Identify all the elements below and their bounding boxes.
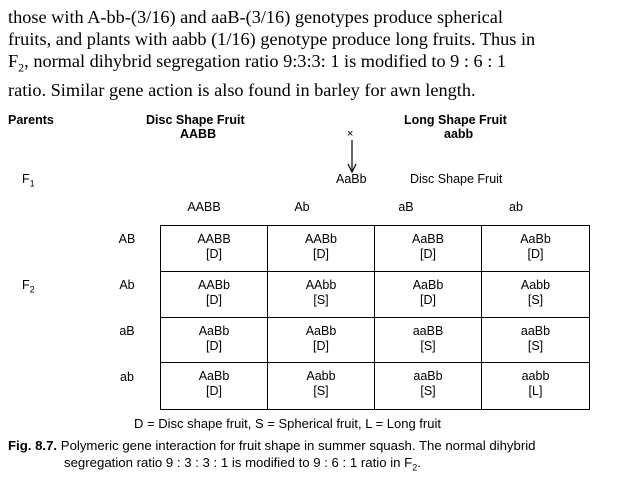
cell-genotype: aaBB — [412, 323, 444, 338]
cell-genotype: AaBb — [198, 323, 230, 338]
f1-subscript: 1 — [29, 178, 35, 189]
column-header: aB — [398, 200, 414, 214]
row-header: Ab — [119, 278, 135, 292]
row-header: ab — [120, 370, 134, 384]
cell-genotype: Aabb — [520, 277, 551, 292]
cell-genotype: aabb — [521, 369, 550, 384]
punnett-cell — [268, 363, 375, 409]
caption-line-1 — [8, 437, 632, 454]
f1-genotype: AaBb — [336, 172, 367, 186]
punnett-cell — [161, 363, 268, 409]
cell-genotype: AABb — [305, 232, 337, 246]
cell-phenotype: [S] — [313, 292, 329, 307]
caption-end: . — [417, 455, 421, 470]
column-header: ab — [509, 200, 523, 214]
down-arrow-icon — [345, 140, 359, 174]
punnett-cell — [375, 318, 482, 364]
caption-subscript: 2 — [412, 462, 418, 473]
cell-phenotype: [D] — [313, 247, 329, 261]
column-header: AABB — [187, 200, 221, 214]
body-paragraph — [8, 6, 632, 101]
cell-phenotype: [S] — [527, 338, 544, 353]
punnett-cell — [375, 226, 482, 272]
cell-phenotype: [S] — [527, 292, 544, 307]
figure-caption — [8, 437, 632, 477]
cell-phenotype: [S] — [420, 338, 436, 353]
punnett-cell — [161, 318, 268, 364]
cell-phenotype: [S] — [313, 384, 329, 399]
disc-parent-genotype: AABB — [180, 127, 217, 141]
row-header: AB — [118, 232, 136, 246]
paragraph-line-1: those with A-bb-(3/16) and aaB-(3/16) genotypes produce spherical — [8, 7, 503, 27]
punnett-cell — [161, 272, 268, 318]
parents-label: Parents — [8, 113, 54, 127]
figure-number: Fig. 8.7. — [8, 438, 58, 453]
punnett-cell — [161, 226, 268, 272]
cell-genotype: AABb — [198, 277, 230, 292]
cell-genotype: AABB — [197, 232, 231, 246]
caption-text-1: Polymeric gene interaction for fruit shape in summer squash. The normal dihybrid — [57, 438, 536, 453]
cell-phenotype: [D] — [206, 247, 222, 261]
cell-phenotype: [D] — [420, 247, 436, 261]
f1-symbol: F — [22, 172, 30, 186]
cell-phenotype: [D] — [206, 384, 222, 399]
punnett-cell — [268, 226, 375, 272]
cell-genotype: aaBb — [520, 323, 551, 338]
punnett-cell — [268, 318, 375, 364]
f2-label-symbol: F — [22, 278, 30, 292]
cell-phenotype: [D] — [206, 338, 222, 353]
caption-line-2 — [8, 454, 632, 477]
f1-phenotype: Disc Shape Fruit — [410, 172, 503, 186]
cell-genotype: AaBb — [412, 277, 444, 292]
disc-parent-title: Disc Shape Fruit — [146, 113, 245, 127]
cell-genotype: AaBb — [305, 323, 337, 338]
f2-symbol: F — [8, 51, 19, 71]
punnett-cell — [375, 363, 482, 409]
f2-subscript: 2 — [18, 60, 25, 75]
f2-label — [22, 278, 35, 295]
cell-genotype: AaBb — [520, 232, 551, 246]
paragraph-line-2: fruits, and plants with aabb (1/16) genotype produce long fruits. Thus in — [8, 29, 536, 49]
f1-label — [22, 172, 35, 189]
caption-text-2: segregation ratio 9 : 3 : 3 : 1 is modified to 9 : 6 : 1 ratio in F — [64, 455, 413, 470]
punnett-cell — [268, 272, 375, 318]
punnett-cell — [482, 226, 589, 272]
paragraph-line-3-text: , normal dihybrid segregation ratio 9:3:3: 1 is modified to 9 : 6 : 1 — [24, 51, 507, 71]
punnett-square — [160, 225, 590, 410]
paragraph-line-4: ratio. Similar gene action is also found in barley for awn length. — [8, 79, 476, 100]
cell-genotype: AaBb — [198, 369, 230, 384]
cross-symbol: × — [347, 128, 354, 140]
long-parent-genotype: aabb — [444, 127, 474, 141]
cell-phenotype: [D] — [420, 292, 436, 307]
f2-label-subscript: 2 — [29, 284, 35, 295]
paragraph-line-3 — [8, 50, 632, 79]
punnett-cell — [482, 318, 589, 364]
cell-phenotype: [L] — [528, 384, 543, 399]
cell-genotype: AaBB — [412, 232, 444, 246]
cell-phenotype: [D] — [206, 292, 222, 307]
cell-phenotype: [S] — [420, 384, 436, 399]
punnett-cell — [375, 272, 482, 318]
long-parent-title: Long Shape Fruit — [404, 113, 507, 127]
phenotype-legend: D = Disc shape fruit, S = Spherical fruit, L = Long fruit — [134, 416, 441, 431]
cell-genotype: AAbb — [305, 277, 337, 292]
row-header: aB — [119, 324, 135, 338]
cell-phenotype: [D] — [527, 247, 544, 261]
punnett-cell — [482, 272, 589, 318]
punnett-cell — [482, 363, 589, 409]
cell-genotype: aaBb — [413, 369, 443, 384]
cell-phenotype: [D] — [313, 338, 329, 353]
column-header: Ab — [294, 200, 310, 214]
cell-genotype: Aabb — [306, 369, 336, 384]
